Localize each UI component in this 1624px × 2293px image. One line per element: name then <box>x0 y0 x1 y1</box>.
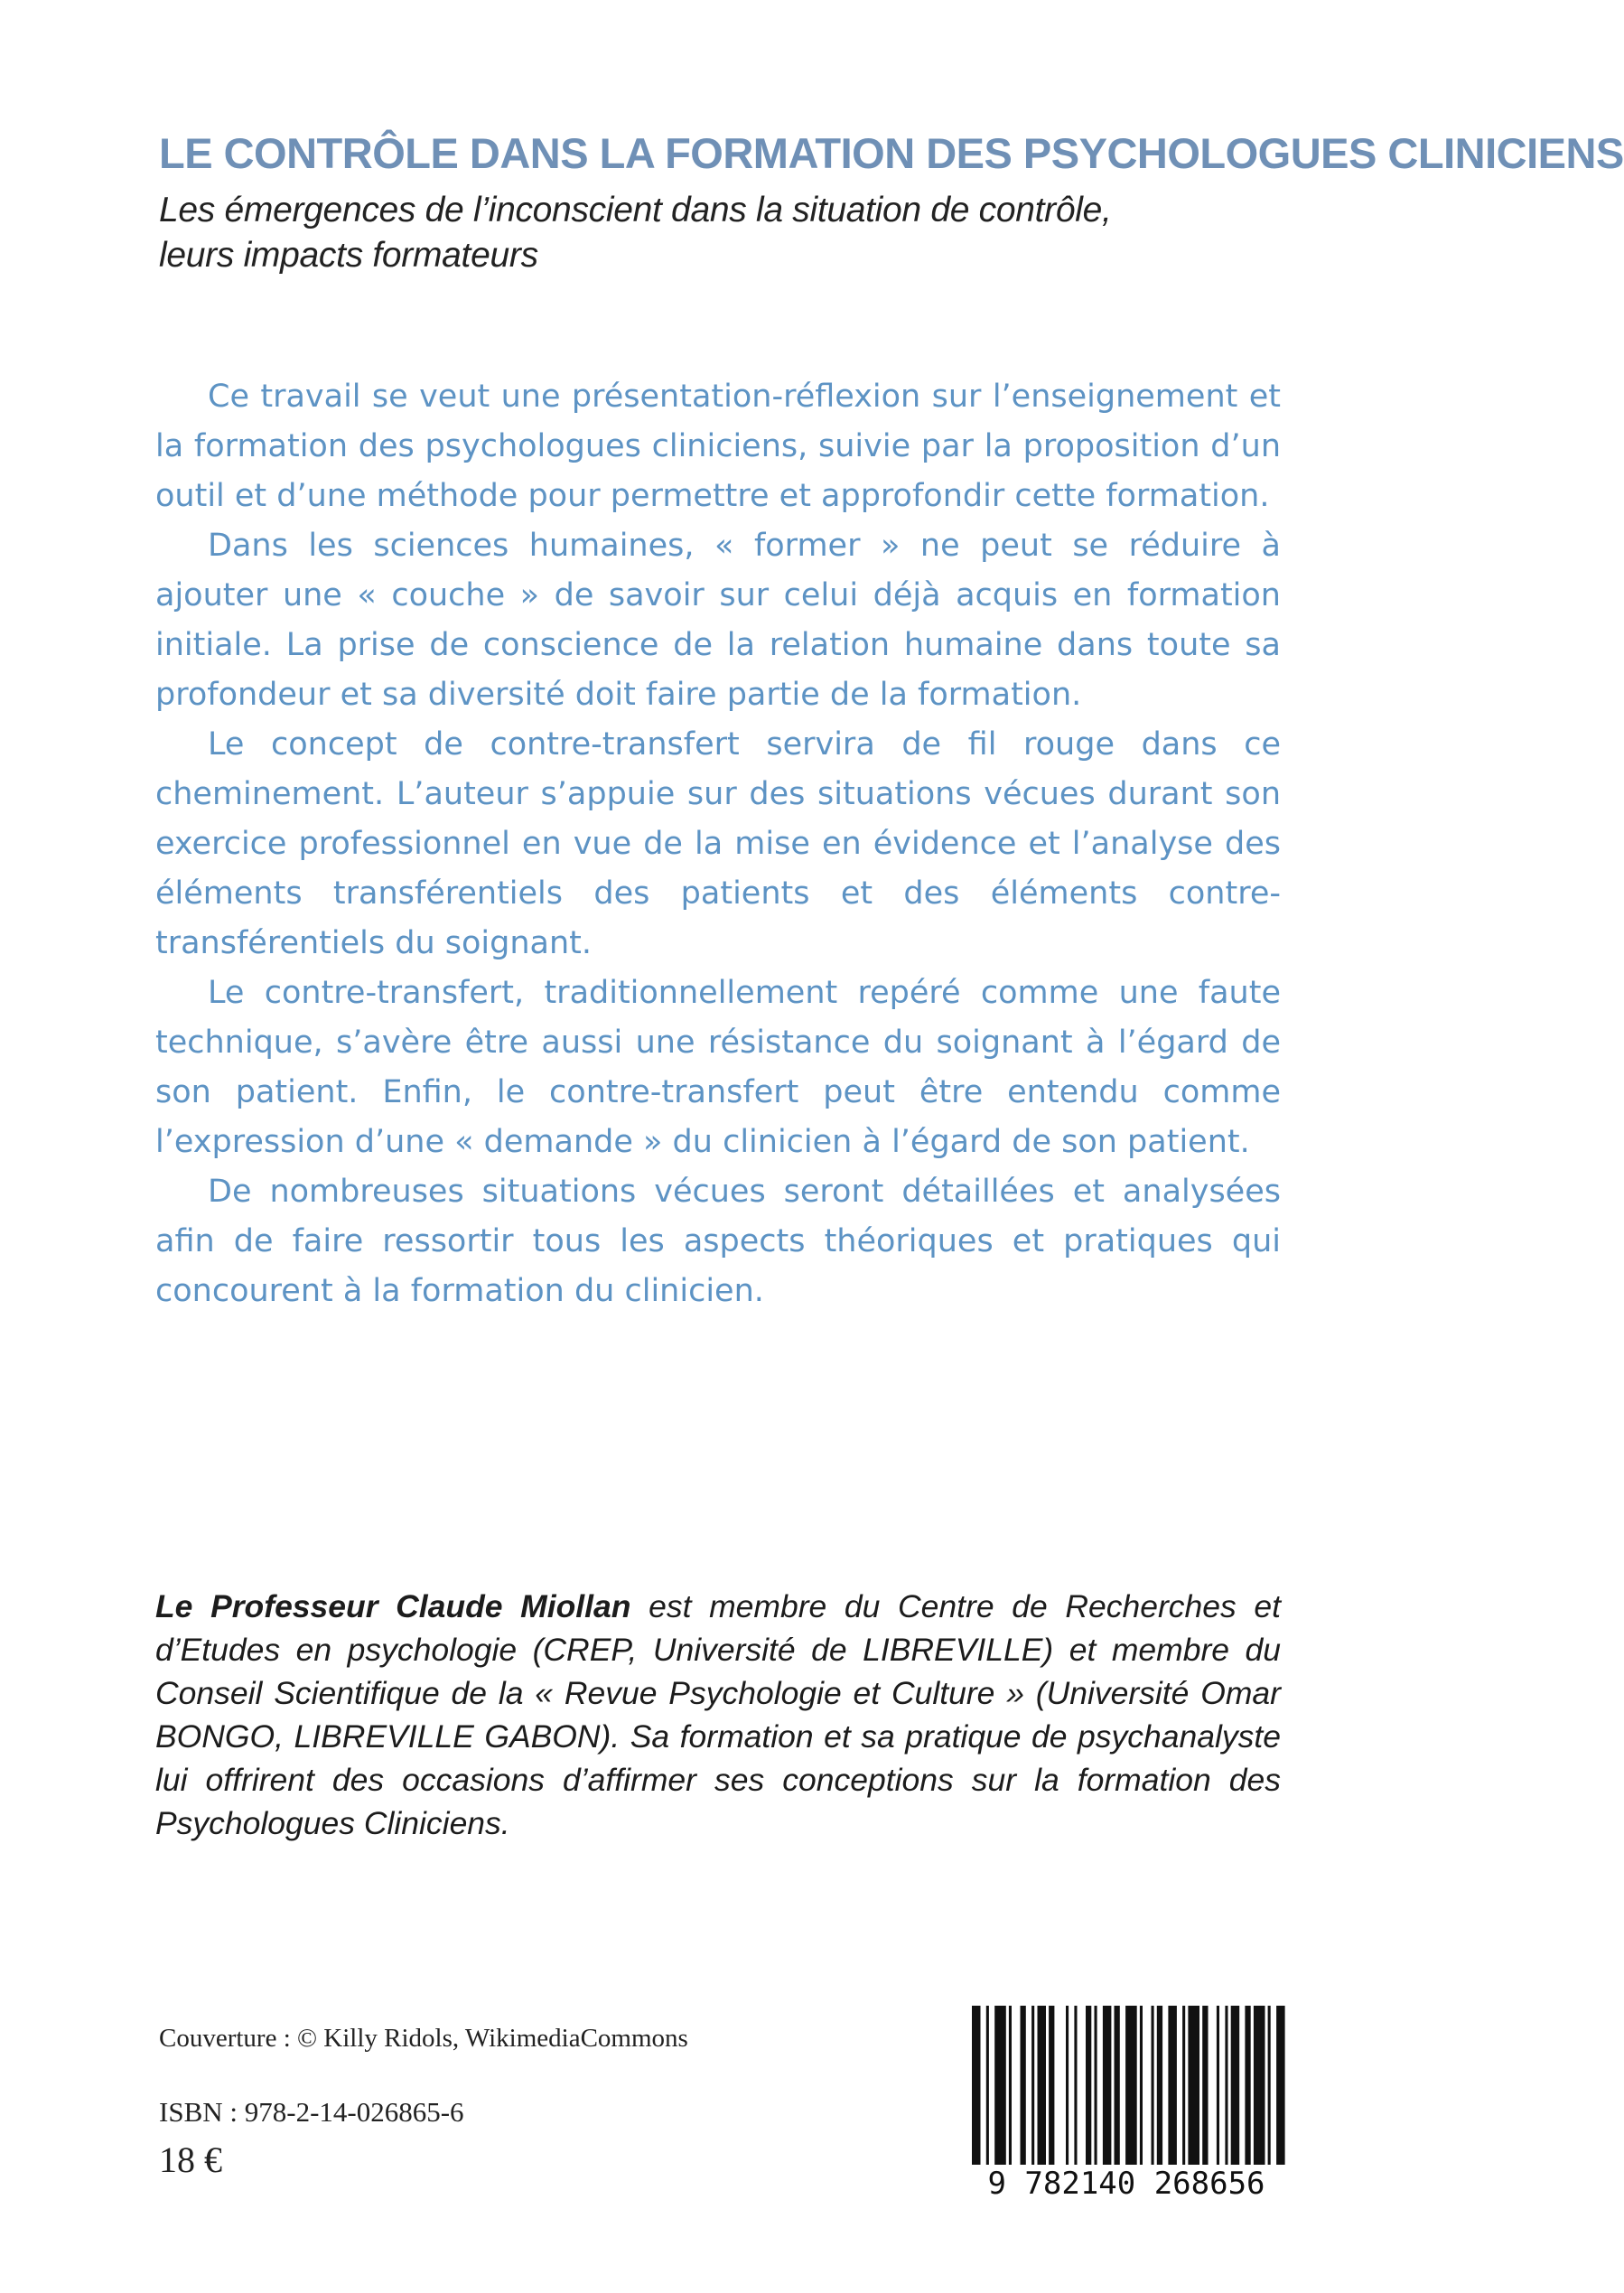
barcode-bar <box>1225 2006 1227 2165</box>
barcode-bar <box>994 2006 1006 2165</box>
book-title: LE CONTRÔLE DANS LA FORMATION DES PSYCHOLOGUES CLINICIENS <box>159 129 1624 177</box>
barcode-bar <box>1074 2006 1077 2165</box>
barcode-bar <box>972 2006 981 2165</box>
barcode-bar <box>1066 2006 1069 2165</box>
barcode-bar <box>1217 2006 1219 2165</box>
barcode-bar <box>1049 2006 1054 2165</box>
barcode-bar <box>1031 2006 1034 2165</box>
barcode-bar <box>1021 2006 1026 2165</box>
summary-text <box>155 372 1281 1316</box>
cover-credit: Couverture : © Killy Ridols, WikimediaCommons <box>159 2024 688 2053</box>
author-bio <box>155 1585 1281 1845</box>
barcode-bar <box>1231 2006 1240 2165</box>
barcode-bar <box>1038 2006 1047 2165</box>
barcode-bar <box>1125 2006 1137 2165</box>
subtitle-line-2: leurs impacts formateurs <box>159 236 538 275</box>
barcode-bar <box>1086 2006 1091 2165</box>
price-text: 18 € <box>159 2139 222 2180</box>
barcode-bar <box>1254 2006 1265 2165</box>
book-subtitle <box>159 188 1243 278</box>
summary-paragraph-5: De nombreuses situations vécues seront détaillées et analysées afin de faire ressortir tous les aspects théoriques et pratiques qui concourent à la formation du clinicien. <box>155 1174 1281 1309</box>
barcode-digits: 9 782140 268656 <box>968 2167 1284 2201</box>
barcode-bar <box>1140 2006 1143 2165</box>
barcode-bar <box>1009 2006 1012 2165</box>
isbn-text: ISBN : 978-2-14-026865-6 <box>159 2096 464 2128</box>
barcode-bar <box>1276 2006 1285 2165</box>
barcode <box>968 2006 1284 2200</box>
barcode-bar <box>1268 2006 1271 2165</box>
author-bio-text: est membre du Centre de Recherches et d’Etudes en psychologie (CREP, Université de LIBREVILLE) et membre du Conseil Scientifique de la « Revue Psychologie et Culture » (Université Omar BONGO, LIBREVILLE GABON). Sa formation et sa pratique de psychanalyste lui offrirent des occasions d’affirmer ses conceptions sur la formation des Psychologues Cliniciens. <box>155 1588 1281 1841</box>
summary-paragraph-1: Ce travail se veut une présentation-réflexion sur l’enseignement et la formation des psychologues cliniciens, suivie par la proposition d’un outil et d’une méthode pour permettre et approfondir cette formation. <box>155 379 1281 514</box>
summary-paragraph-3: Le concept de contre-transfert servira de fil rouge dans ce cheminement. L’auteur s’appuie sur des situations vécues durant son exercice professionnel en vue de la mise en évidence et l’analyse des éléments transférentiels des patients et des éléments contre-transférentiels du soignant. <box>155 726 1281 961</box>
barcode-bar <box>1168 2006 1177 2165</box>
barcode-bar <box>1095 2006 1097 2165</box>
barcode-bar <box>1182 2006 1185 2165</box>
barcode-bar <box>986 2006 989 2165</box>
barcode-bar <box>1188 2006 1199 2165</box>
barcode-bar <box>1152 2006 1154 2165</box>
barcode-bar <box>1103 2006 1112 2165</box>
author-name: Le Professeur Claude Miollan <box>155 1588 631 1624</box>
barcode-bar <box>1157 2006 1162 2165</box>
subtitle-line-1: Les émergences de l’inconscient dans la situation de contrôle, <box>159 191 1112 229</box>
summary-paragraph-4: Le contre-transfert, traditionnellement repéré comme une faute technique, s’avère être aussi une résistance du soignant à l’égard de son patient. Enfin, le contre-transfert peut être entendu comme l’expression d’une « demande » du clinicien à l’égard de son patient. <box>155 975 1281 1160</box>
barcode-bar <box>1202 2006 1208 2165</box>
barcode-bar <box>1115 2006 1120 2165</box>
barcode-bar <box>1245 2006 1250 2165</box>
summary-paragraph-2: Dans les sciences humaines, « former » ne peut se réduire à ajouter une « couche » de savoir sur celui déjà acquis en formation initiale. La prise de conscience de la relation humaine dans toute sa profondeur et sa diversité doit faire partie de la formation. <box>155 528 1281 713</box>
